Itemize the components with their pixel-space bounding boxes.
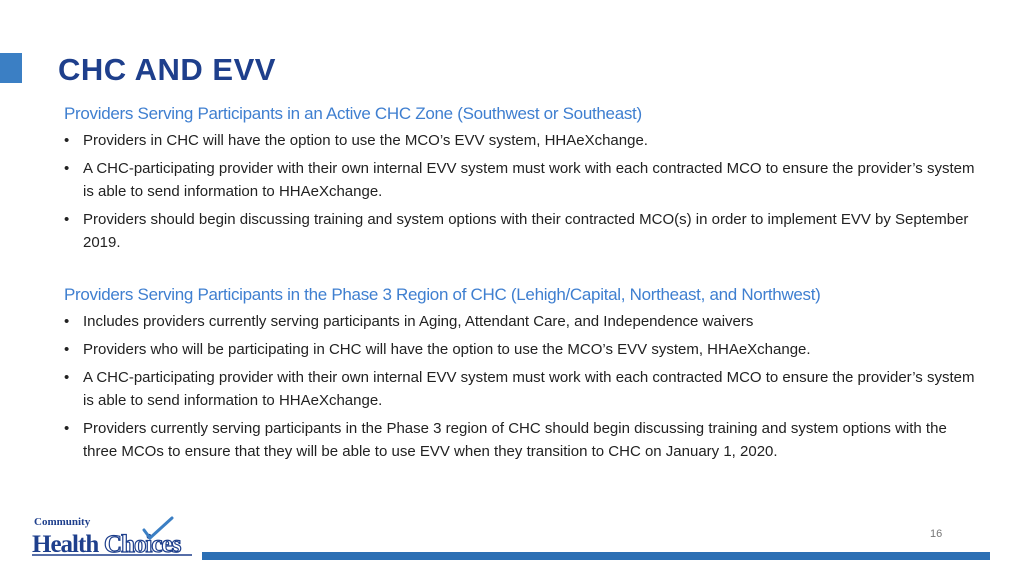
slide-title: CHC AND EVV [58,52,276,87]
logo-health-text: Health [32,531,99,558]
list-item: • A CHC-participating provider with their own internal EVV system must work with each contracted MCO to ensure the provider’s system is able to send information to HHAeXchange. [64,366,984,412]
page-number: 16 [930,528,943,540]
title-accent-block [0,53,22,83]
bullet-list-active-zone [64,129,984,254]
list-item: • Includes providers currently serving participants in Aging, Attendant Care, and Independence waivers [64,310,984,333]
section-heading-phase3: Providers Serving Participants in the Phase 3 Region of CHC (Lehigh/Capital, Northeast, and Northwest) [64,285,821,304]
bullet-icon: • [64,369,70,386]
community-health-choices-logo [32,514,197,558]
bullet-icon: • [64,313,70,330]
logo-community-text: Community [34,516,91,528]
list-item: • Providers in CHC will have the option to use the MCO’s EVV system, HHAeXchange. [64,129,984,152]
bullet-icon: • [64,211,70,228]
bullet-icon: • [64,341,70,358]
bullet-icon: • [64,160,70,177]
slide-content [64,103,984,468]
footer-bar [202,552,990,560]
list-item: • Providers who will be participating in CHC will have the option to use the MCO’s EVV system, HHAeXchange. [64,338,984,361]
logo-choices-text: Choices [104,531,181,558]
list-item: • Providers currently serving participants in the Phase 3 region of CHC should begin discussing training and system options with the three MCOs to ensure that they will be able to use EVV when they transition to CHC on January 1, 2020. [64,417,984,463]
list-item: • Providers should begin discussing training and system options with their contracted MCO(s) in order to implement EVV by September 2019. [64,208,984,254]
bullet-icon: • [64,420,70,437]
list-item: • A CHC-participating provider with their own internal EVV system must work with each contracted MCO to ensure the provider’s system is able to send information to HHAeXchange. [64,157,984,203]
bullet-list-phase3 [64,310,984,463]
bullet-icon: • [64,132,70,149]
section-heading-active-zone: Providers Serving Participants in an Active CHC Zone (Southwest or Southeast) [64,104,642,123]
